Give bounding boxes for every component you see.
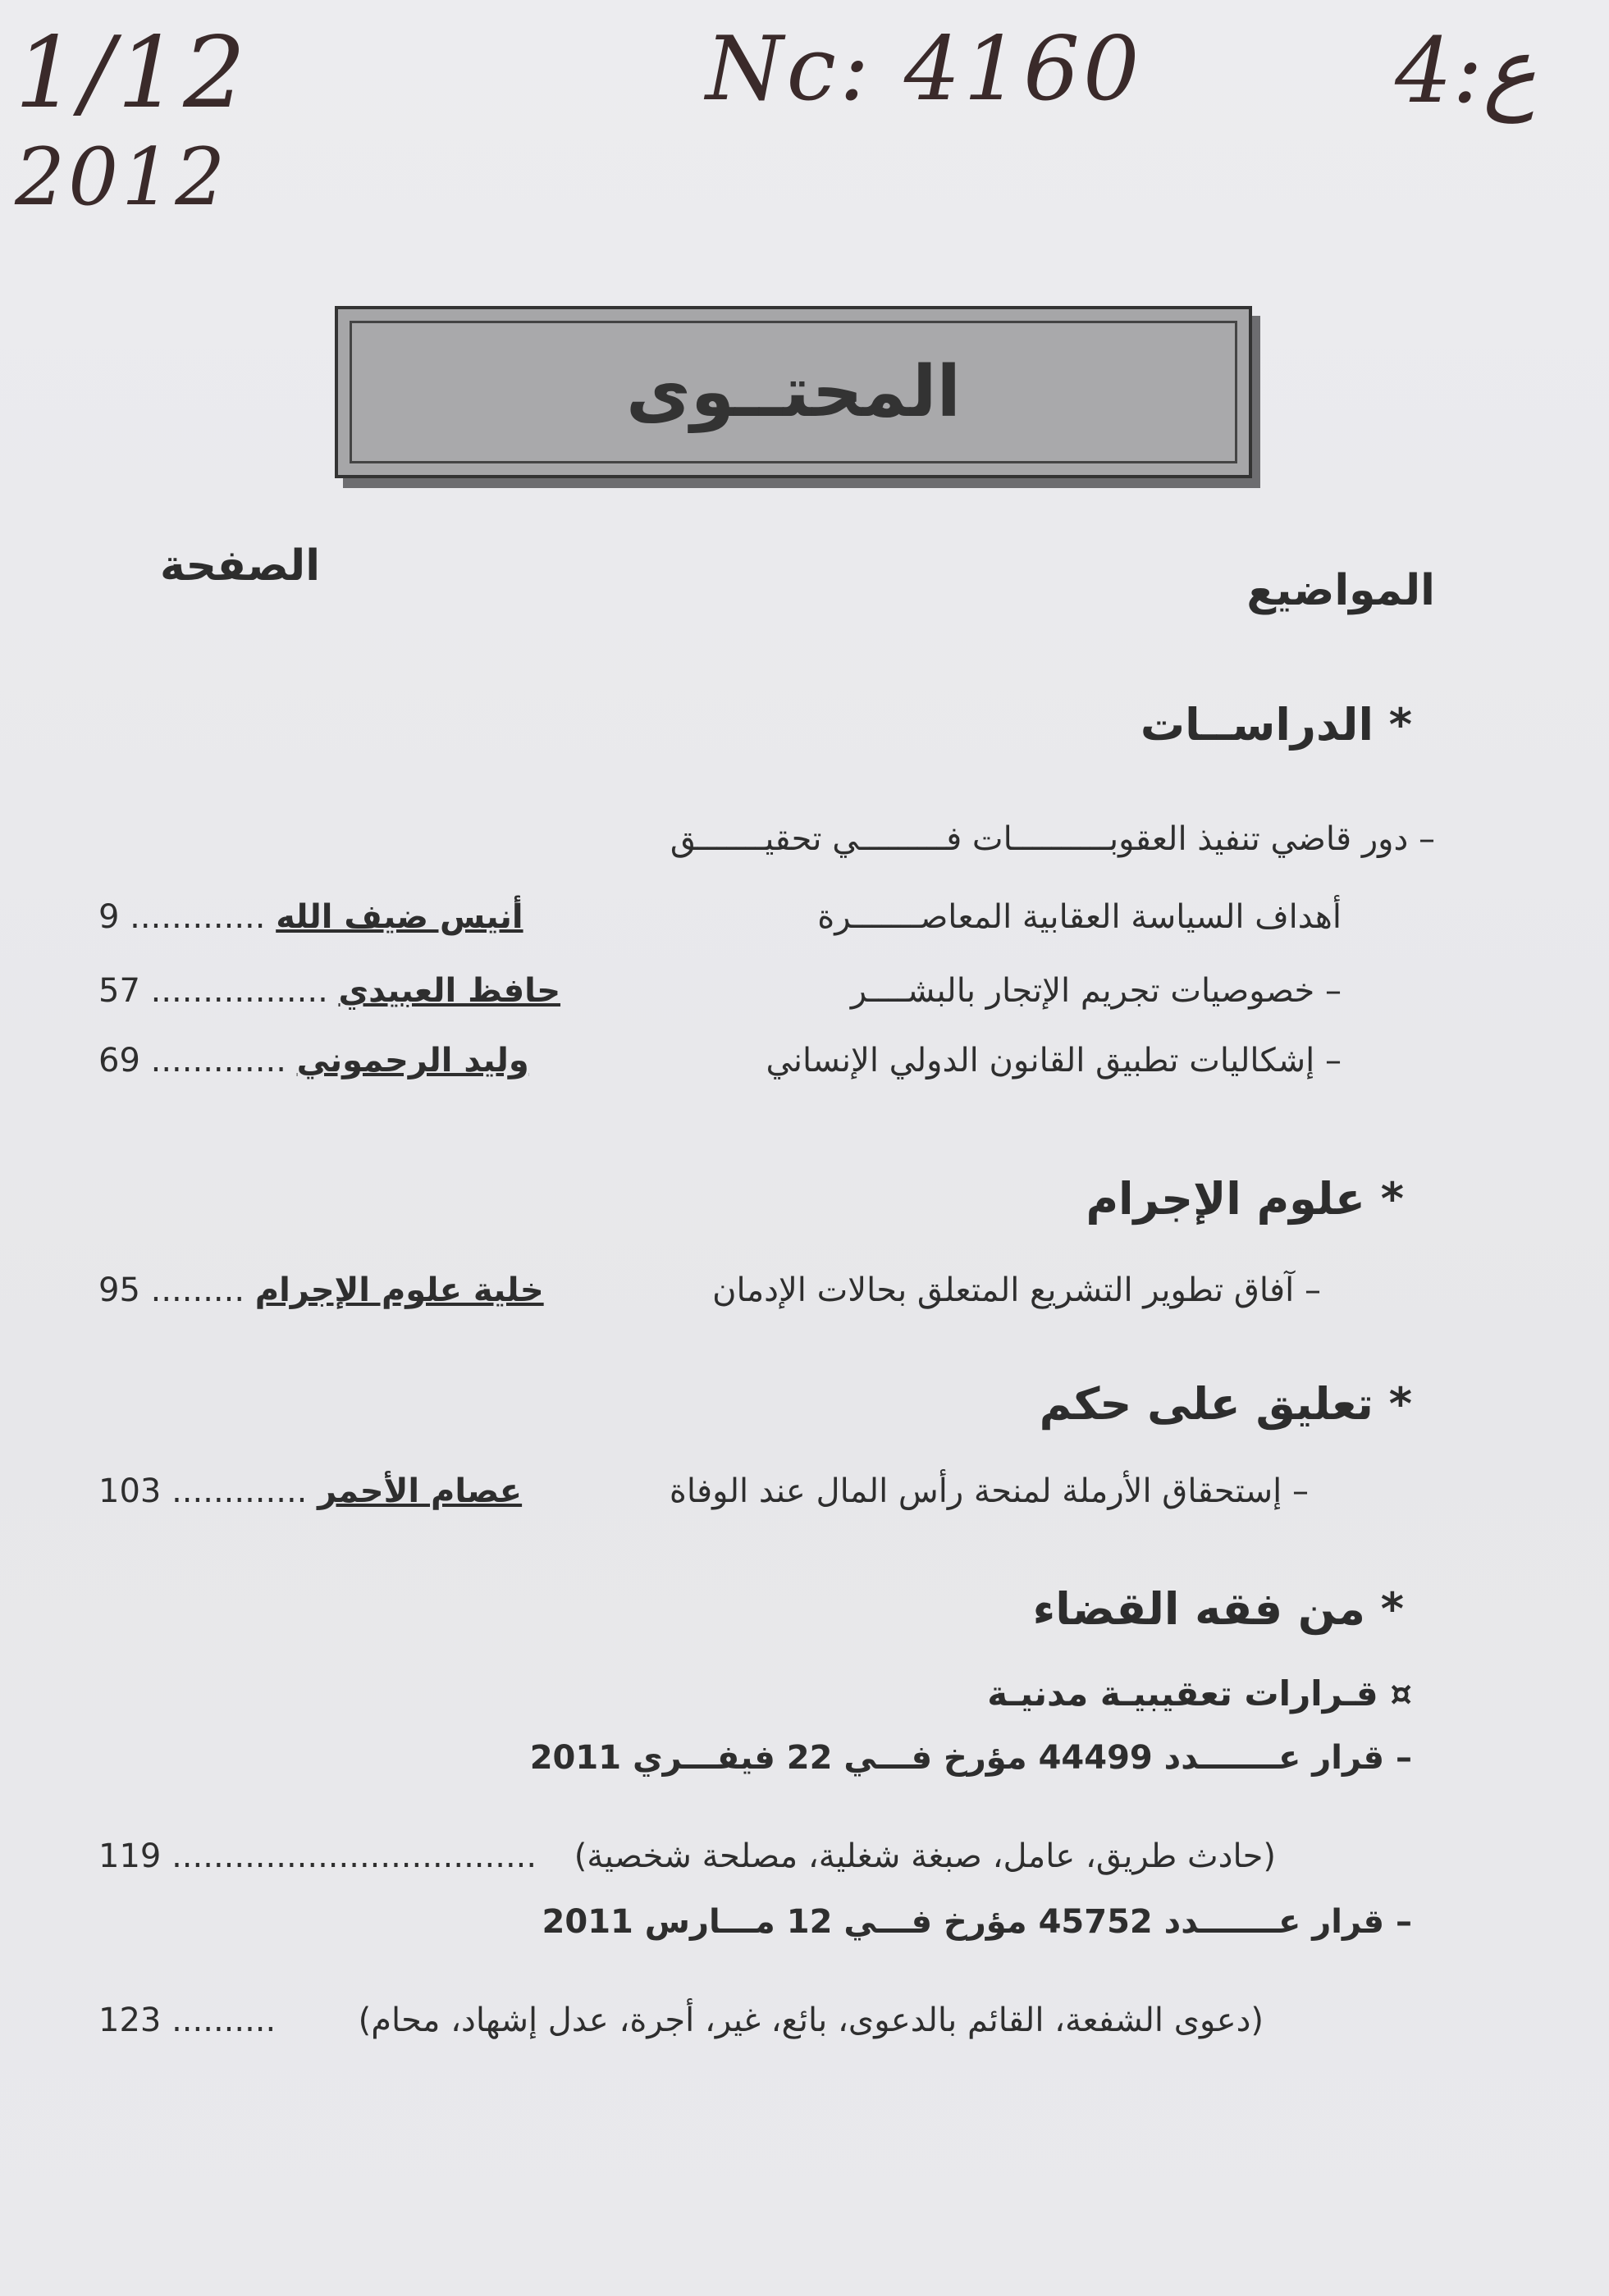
toc-entry-leader (98, 972, 560, 1010)
dot-leader: ......... (150, 1271, 245, 1309)
dot-leader: ................. (150, 972, 328, 1010)
dot-leader: ............. (171, 1472, 308, 1510)
dot-leader: ................................... (171, 1837, 537, 1875)
toc-entry-leader (98, 2002, 276, 2039)
page-number: 103 (98, 1472, 162, 1510)
toc-entry-leader (98, 1271, 544, 1309)
toc-entry (98, 1989, 1428, 2052)
author-name: خلية علوم الإجرام (254, 1271, 544, 1309)
toc-entry-text: – آفاق تطوير التشريع المتعلق بحالات الإدمان (712, 1271, 1321, 1309)
page-title: المحتــوى (625, 351, 962, 433)
decision-title: – قرار عـــــــدد 44499 مؤرخ فـــي 22 فيفـــري 2011 (529, 1739, 1412, 1777)
handwritten-number: 1/12 (15, 16, 249, 130)
section-heading-jurisprudence: * من فقه القضاء (1032, 1583, 1404, 1635)
author-name: أنيس ضيف الله (276, 898, 523, 936)
title-box (335, 306, 1252, 478)
toc-entry-leader (98, 898, 523, 936)
toc-entry-text: – دور قاضي تنفيذ العقوبــــــــــات فـــــــــي تحقيـــــــق (670, 820, 1435, 858)
decision-detail: (دعوى الشفعة، القائم بالدعوى، بائع، غير، أجرة، عدل إشهاد، محام) (358, 2002, 1264, 2039)
toc-entry-text: أهداف السياسة العقابية المعاصـــــــرة (817, 898, 1342, 936)
toc-entry (98, 1259, 1428, 1321)
handwritten-year: 2012 (15, 131, 229, 223)
toc-entry (98, 1460, 1428, 1522)
toc-entry-text: – إستحقاق الأرملة لمنحة رأس المال عند الوفاة (669, 1472, 1309, 1510)
section-heading-studies: * الدراســات (1140, 699, 1412, 751)
decision-detail: (حادث طريق، عامل، صبغة شغلية، مصلحة شخصية) (574, 1837, 1276, 1875)
toc-entry (98, 960, 1428, 1022)
toc-entry-leader (98, 1042, 529, 1080)
toc-entry-leader (98, 1837, 537, 1875)
toc-entry-leader (98, 1472, 522, 1510)
author-name: وليد الرحموني (296, 1042, 529, 1080)
handwritten-issue: 4:ع (1395, 18, 1537, 123)
page-number: 9 (98, 898, 120, 936)
page-number: 95 (98, 1271, 140, 1309)
section-heading-judgment-comment: * تعليق على حكم (1039, 1378, 1412, 1430)
section-heading-criminology: * علوم الإجرام (1086, 1173, 1404, 1225)
author-name: عصام الأحمر (318, 1472, 523, 1510)
toc-entry-text: – خصوصيات تجريم الإتجار بالبشــــر (850, 972, 1342, 1010)
page-column-header: الصفحة (160, 541, 321, 591)
page-number: 57 (98, 972, 140, 1010)
subheading-civil-decisions: ¤ قـرارات تعقيبيـة مدنيـة (987, 1673, 1412, 1714)
dot-leader: .......... (171, 2002, 277, 2039)
toc-entry (98, 1029, 1428, 1092)
author-name: حافظ العبيدي (338, 972, 561, 1010)
toc-entry (98, 1825, 1428, 1887)
page-number: 69 (98, 1042, 140, 1080)
topics-column-header: المواضيع (1246, 566, 1435, 615)
title-inner (350, 321, 1237, 463)
dot-leader: ............. (150, 1042, 286, 1080)
page-number: 123 (98, 2002, 162, 2039)
dot-leader: ............. (130, 898, 266, 936)
page-number: 119 (98, 1837, 162, 1875)
decision-title: – قرار عـــــــدد 45752 مؤرخ فـــي 12 مـــارس 2011 (542, 1903, 1412, 1941)
handwritten-reference: Nc: 4160 (706, 18, 1143, 121)
toc-entry-text: – إشكاليات تطبيق القانون الدولي الإنساني (766, 1042, 1342, 1080)
toc-entry (98, 886, 1428, 948)
